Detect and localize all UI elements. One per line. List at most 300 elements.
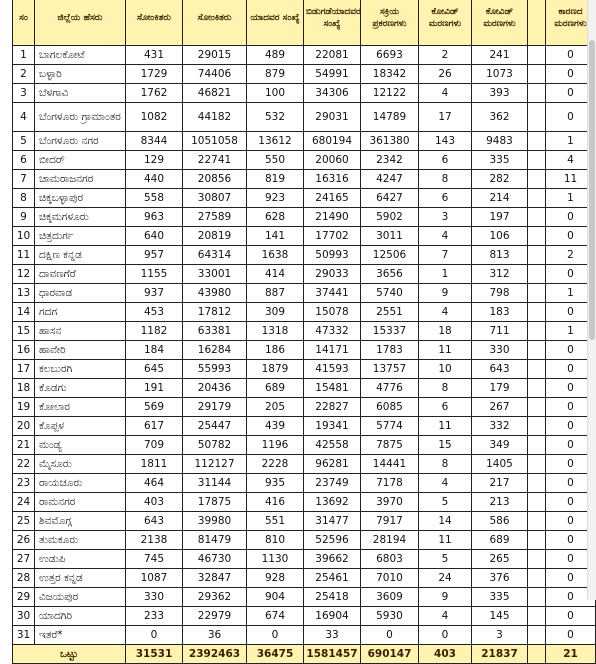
value-cell: 813 xyxy=(472,246,528,265)
column-header: ಸಕ್ರಿಯ ಪ್ರಕರಣಗಳು xyxy=(361,0,419,46)
value-cell: 74406 xyxy=(183,65,247,84)
table-row xyxy=(13,322,596,341)
district-name-cell: ಬೆಳಗಾವಿ xyxy=(35,84,126,103)
serial-number-cell: 17 xyxy=(13,360,35,379)
value-cell: 439 xyxy=(247,417,304,436)
value-cell: 11 xyxy=(419,341,472,360)
table-row xyxy=(13,626,596,645)
serial-number-cell: 30 xyxy=(13,607,35,626)
spacer-cell xyxy=(528,607,546,626)
total-value-cell: 21 xyxy=(546,645,596,664)
value-cell: 689 xyxy=(247,379,304,398)
table-row xyxy=(13,265,596,284)
spacer-cell xyxy=(528,208,546,227)
value-cell: 6693 xyxy=(361,46,419,65)
value-cell: 33001 xyxy=(183,265,247,284)
table-row xyxy=(13,132,596,151)
value-cell: 0 xyxy=(546,626,596,645)
serial-number-cell: 27 xyxy=(13,550,35,569)
value-cell: 1 xyxy=(546,132,596,151)
value-cell: 37441 xyxy=(304,284,361,303)
serial-number-cell: 8 xyxy=(13,189,35,208)
serial-number-cell: 5 xyxy=(13,132,35,151)
district-name-cell: ರಾಮನಗರ xyxy=(35,493,126,512)
value-cell: 0 xyxy=(546,303,596,322)
serial-number-cell: 28 xyxy=(13,569,35,588)
table-row xyxy=(13,189,596,208)
value-cell: 39662 xyxy=(304,550,361,569)
value-cell: 13612 xyxy=(247,132,304,151)
value-cell: 17812 xyxy=(183,303,247,322)
district-name-cell: ಇತರೆ* xyxy=(35,626,126,645)
value-cell: 0 xyxy=(546,588,596,607)
value-cell: 14789 xyxy=(361,103,419,132)
value-cell: 36 xyxy=(183,626,247,645)
value-cell: 330 xyxy=(126,588,183,607)
value-cell: 4247 xyxy=(361,170,419,189)
spacer-cell xyxy=(528,322,546,341)
value-cell: 349 xyxy=(472,436,528,455)
serial-number-cell: 2 xyxy=(13,65,35,84)
table-row xyxy=(13,65,596,84)
value-cell: 10 xyxy=(419,360,472,379)
value-cell: 335 xyxy=(472,588,528,607)
serial-number-cell: 9 xyxy=(13,208,35,227)
value-cell: 5902 xyxy=(361,208,419,227)
spacer-cell xyxy=(528,379,546,398)
value-cell: 680194 xyxy=(304,132,361,151)
value-cell: 15078 xyxy=(304,303,361,322)
value-cell: 0 xyxy=(247,626,304,645)
value-cell: 0 xyxy=(546,531,596,550)
value-cell: 0 xyxy=(546,607,596,626)
district-name-cell: ದಾವಣಗೆರೆ xyxy=(35,265,126,284)
value-cell: 100 xyxy=(247,84,304,103)
table-row xyxy=(13,417,596,436)
column-header: ಸೋಂಕಿತರು xyxy=(126,0,183,46)
value-cell: 0 xyxy=(546,398,596,417)
value-cell: 1087 xyxy=(126,569,183,588)
value-cell: 186 xyxy=(247,341,304,360)
value-cell: 4 xyxy=(419,474,472,493)
value-cell: 376 xyxy=(472,569,528,588)
value-cell: 643 xyxy=(472,360,528,379)
value-cell: 4 xyxy=(419,303,472,322)
column-header: ಬಿಡುಗಡೆಯಾದವರ ಸಂಖ್ಯೆ xyxy=(304,0,361,46)
value-cell: 47332 xyxy=(304,322,361,341)
value-cell: 312 xyxy=(472,265,528,284)
value-cell: 9483 xyxy=(472,132,528,151)
value-cell: 1 xyxy=(546,189,596,208)
value-cell: 332 xyxy=(472,417,528,436)
value-cell: 1783 xyxy=(361,341,419,360)
value-cell: 27589 xyxy=(183,208,247,227)
value-cell: 6085 xyxy=(361,398,419,417)
spacer-cell xyxy=(528,645,546,664)
spacer-cell xyxy=(528,360,546,379)
value-cell: 904 xyxy=(247,588,304,607)
value-cell: 25418 xyxy=(304,588,361,607)
spacer-cell xyxy=(528,246,546,265)
value-cell: 96281 xyxy=(304,455,361,474)
table-row xyxy=(13,512,596,531)
spacer-cell xyxy=(528,303,546,322)
value-cell: 4 xyxy=(419,227,472,246)
value-cell: 50782 xyxy=(183,436,247,455)
serial-number-cell: 11 xyxy=(13,246,35,265)
spacer-cell xyxy=(528,341,546,360)
value-cell: 14 xyxy=(419,512,472,531)
table-row xyxy=(13,303,596,322)
value-cell: 957 xyxy=(126,246,183,265)
vertical-scrollbar[interactable] xyxy=(587,0,596,600)
serial-number-cell: 6 xyxy=(13,151,35,170)
value-cell: 12506 xyxy=(361,246,419,265)
value-cell: 2138 xyxy=(126,531,183,550)
value-cell: 50993 xyxy=(304,246,361,265)
value-cell: 1182 xyxy=(126,322,183,341)
value-cell: 24165 xyxy=(304,189,361,208)
table-row xyxy=(13,398,596,417)
serial-number-cell: 23 xyxy=(13,474,35,493)
district-name-cell: ಬೀದರ್ xyxy=(35,151,126,170)
value-cell: 414 xyxy=(247,265,304,284)
value-cell: 2551 xyxy=(361,303,419,322)
spacer-cell xyxy=(528,151,546,170)
spacer-cell xyxy=(528,84,546,103)
value-cell: 43980 xyxy=(183,284,247,303)
value-cell: 5774 xyxy=(361,417,419,436)
value-cell: 8 xyxy=(419,170,472,189)
value-cell: 9 xyxy=(419,588,472,607)
value-cell: 28194 xyxy=(361,531,419,550)
district-covid-table xyxy=(12,0,596,664)
value-cell: 0 xyxy=(546,227,596,246)
value-cell: 923 xyxy=(247,189,304,208)
value-cell: 22081 xyxy=(304,46,361,65)
value-cell: 184 xyxy=(126,341,183,360)
value-cell: 645 xyxy=(126,360,183,379)
value-cell: 7 xyxy=(419,246,472,265)
spacer-cell xyxy=(528,569,546,588)
value-cell: 335 xyxy=(472,151,528,170)
spacer-cell xyxy=(528,493,546,512)
value-cell: 26 xyxy=(419,65,472,84)
value-cell: 1811 xyxy=(126,455,183,474)
totals-label: ಒಟ್ಟು xyxy=(13,645,126,664)
serial-number-cell: 4 xyxy=(13,103,35,132)
value-cell: 3656 xyxy=(361,265,419,284)
value-cell: 0 xyxy=(546,103,596,132)
value-cell: 628 xyxy=(247,208,304,227)
value-cell: 17 xyxy=(419,103,472,132)
value-cell: 183 xyxy=(472,303,528,322)
table-row xyxy=(13,360,596,379)
district-name-cell: ಉತ್ತರ ಕನ್ನಡ xyxy=(35,569,126,588)
value-cell: 1762 xyxy=(126,84,183,103)
total-value-cell: 31531 xyxy=(126,645,183,664)
serial-number-cell: 20 xyxy=(13,417,35,436)
serial-number-cell: 7 xyxy=(13,170,35,189)
value-cell: 265 xyxy=(472,550,528,569)
value-cell: 489 xyxy=(247,46,304,65)
column-header: ಸೋಂಕಿತರು xyxy=(183,0,247,46)
value-cell: 1879 xyxy=(247,360,304,379)
value-cell: 213 xyxy=(472,493,528,512)
value-cell: 6 xyxy=(419,189,472,208)
spacer-cell xyxy=(528,455,546,474)
table-row xyxy=(13,588,596,607)
value-cell: 29031 xyxy=(304,103,361,132)
value-cell: 7010 xyxy=(361,569,419,588)
value-cell: 64314 xyxy=(183,246,247,265)
spacer-cell xyxy=(528,398,546,417)
table-row xyxy=(13,531,596,550)
district-name-cell: ಗದಗ xyxy=(35,303,126,322)
value-cell: 143 xyxy=(419,132,472,151)
value-cell: 1 xyxy=(546,322,596,341)
value-cell: 4 xyxy=(419,607,472,626)
district-name-cell: ಮಂಡ್ಯ xyxy=(35,436,126,455)
district-name-cell: ಕೊಪ್ಪಳ xyxy=(35,417,126,436)
value-cell: 0 xyxy=(546,265,596,284)
value-cell: 0 xyxy=(546,65,596,84)
table-row xyxy=(13,455,596,474)
value-cell: 17702 xyxy=(304,227,361,246)
totals-row xyxy=(13,645,596,664)
spacer-cell xyxy=(528,531,546,550)
value-cell: 241 xyxy=(472,46,528,65)
value-cell: 39980 xyxy=(183,512,247,531)
column-header: ಕೋವಿಡ್ ಮರಣಗಳು xyxy=(419,0,472,46)
spacer-cell xyxy=(528,512,546,531)
value-cell: 23749 xyxy=(304,474,361,493)
value-cell: 2 xyxy=(546,246,596,265)
value-cell: 129 xyxy=(126,151,183,170)
value-cell: 25447 xyxy=(183,417,247,436)
value-cell: 1 xyxy=(419,265,472,284)
value-cell: 0 xyxy=(546,436,596,455)
value-cell: 7917 xyxy=(361,512,419,531)
district-name-cell: ಬೆಂಗಳೂರು ಗ್ರಾಮಾಂತರ xyxy=(35,103,126,132)
value-cell: 63381 xyxy=(183,322,247,341)
value-cell: 3970 xyxy=(361,493,419,512)
value-cell: 19341 xyxy=(304,417,361,436)
value-cell: 798 xyxy=(472,284,528,303)
value-cell: 11 xyxy=(419,531,472,550)
value-cell: 810 xyxy=(247,531,304,550)
value-cell: 0 xyxy=(419,626,472,645)
value-cell: 191 xyxy=(126,379,183,398)
value-cell: 233 xyxy=(126,607,183,626)
table-row xyxy=(13,208,596,227)
value-cell: 0 xyxy=(546,512,596,531)
value-cell: 569 xyxy=(126,398,183,417)
value-cell: 29033 xyxy=(304,265,361,284)
value-cell: 0 xyxy=(126,626,183,645)
value-cell: 3609 xyxy=(361,588,419,607)
value-cell: 32847 xyxy=(183,569,247,588)
table-row xyxy=(13,493,596,512)
serial-number-cell: 19 xyxy=(13,398,35,417)
value-cell: 20819 xyxy=(183,227,247,246)
value-cell: 34306 xyxy=(304,84,361,103)
value-cell: 0 xyxy=(546,379,596,398)
value-cell: 17875 xyxy=(183,493,247,512)
value-cell: 12122 xyxy=(361,84,419,103)
total-value-cell: 21837 xyxy=(472,645,528,664)
value-cell: 1318 xyxy=(247,322,304,341)
value-cell: 879 xyxy=(247,65,304,84)
district-name-cell: ದಕ್ಷಿಣ ಕನ್ನಡ xyxy=(35,246,126,265)
district-name-cell: ಚಿಕ್ಕಮಗಳೂರು xyxy=(35,208,126,227)
value-cell: 1729 xyxy=(126,65,183,84)
value-cell: 5 xyxy=(419,550,472,569)
value-cell: 54991 xyxy=(304,65,361,84)
district-name-cell: ಬಾಗಲಕೋಟೆ xyxy=(35,46,126,65)
table-row xyxy=(13,436,596,455)
district-name-cell: ವಿಜಯಪುರ xyxy=(35,588,126,607)
serial-number-cell: 29 xyxy=(13,588,35,607)
value-cell: 33 xyxy=(304,626,361,645)
value-cell: 416 xyxy=(247,493,304,512)
value-cell: 15 xyxy=(419,436,472,455)
district-name-cell: ಕೊಡಗು xyxy=(35,379,126,398)
value-cell: 6427 xyxy=(361,189,419,208)
value-cell: 22741 xyxy=(183,151,247,170)
value-cell: 16904 xyxy=(304,607,361,626)
value-cell: 11 xyxy=(546,170,596,189)
value-cell: 0 xyxy=(361,626,419,645)
value-cell: 4 xyxy=(419,84,472,103)
district-name-cell: ಬಳ್ಳಾರಿ xyxy=(35,65,126,84)
value-cell: 20856 xyxy=(183,170,247,189)
spacer-cell xyxy=(528,626,546,645)
district-name-cell: ಧಾರವಾಡ xyxy=(35,284,126,303)
value-cell: 689 xyxy=(472,531,528,550)
value-cell: 112127 xyxy=(183,455,247,474)
total-value-cell: 36475 xyxy=(247,645,304,664)
value-cell: 30807 xyxy=(183,189,247,208)
value-cell: 81479 xyxy=(183,531,247,550)
value-cell: 179 xyxy=(472,379,528,398)
value-cell: 106 xyxy=(472,227,528,246)
value-cell: 8 xyxy=(419,379,472,398)
table-row xyxy=(13,246,596,265)
value-cell: 2342 xyxy=(361,151,419,170)
district-name-cell: ಉಡುಪಿ xyxy=(35,550,126,569)
value-cell: 0 xyxy=(546,84,596,103)
value-cell: 309 xyxy=(247,303,304,322)
value-cell: 9 xyxy=(419,284,472,303)
total-value-cell: 403 xyxy=(419,645,472,664)
scrollbar-thumb[interactable] xyxy=(589,40,595,340)
district-name-cell: ಮೈಸೂರು xyxy=(35,455,126,474)
value-cell: 18 xyxy=(419,322,472,341)
district-name-cell: ಹಾಸನ xyxy=(35,322,126,341)
value-cell: 46730 xyxy=(183,550,247,569)
value-cell: 55993 xyxy=(183,360,247,379)
value-cell: 361380 xyxy=(361,132,419,151)
spacer-cell xyxy=(528,170,546,189)
table-row xyxy=(13,379,596,398)
value-cell: 6 xyxy=(419,398,472,417)
value-cell: 928 xyxy=(247,569,304,588)
value-cell: 18342 xyxy=(361,65,419,84)
serial-number-cell: 18 xyxy=(13,379,35,398)
value-cell: 937 xyxy=(126,284,183,303)
column-header: ಕೋವಿಡ್ ಮರಣಗಳು xyxy=(472,0,528,46)
serial-number-cell: 24 xyxy=(13,493,35,512)
district-name-cell: ಕಲಬುರಗಿ xyxy=(35,360,126,379)
table-row xyxy=(13,569,596,588)
value-cell: 640 xyxy=(126,227,183,246)
column-header: ಜಿಲ್ಲೆಯ ಹೆಸರು xyxy=(35,0,126,46)
value-cell: 141 xyxy=(247,227,304,246)
spacer-cell xyxy=(528,227,546,246)
value-cell: 5740 xyxy=(361,284,419,303)
value-cell: 1082 xyxy=(126,103,183,132)
value-cell: 711 xyxy=(472,322,528,341)
value-cell: 1 xyxy=(546,284,596,303)
value-cell: 52596 xyxy=(304,531,361,550)
table-row xyxy=(13,607,596,626)
spacer-cell xyxy=(528,46,546,65)
spacer-cell xyxy=(528,284,546,303)
value-cell: 282 xyxy=(472,170,528,189)
value-cell: 0 xyxy=(546,569,596,588)
total-value-cell: 2392463 xyxy=(183,645,247,664)
value-cell: 46821 xyxy=(183,84,247,103)
value-cell: 20060 xyxy=(304,151,361,170)
value-cell: 0 xyxy=(546,455,596,474)
value-cell: 3 xyxy=(419,208,472,227)
value-cell: 0 xyxy=(546,417,596,436)
value-cell: 819 xyxy=(247,170,304,189)
table-row xyxy=(13,151,596,170)
spacer-cell xyxy=(528,189,546,208)
value-cell: 11 xyxy=(419,417,472,436)
district-name-cell: ಯಾದಗಿರಿ xyxy=(35,607,126,626)
value-cell: 393 xyxy=(472,84,528,103)
spacer-cell xyxy=(528,65,546,84)
value-cell: 29362 xyxy=(183,588,247,607)
table-row xyxy=(13,341,596,360)
value-cell: 453 xyxy=(126,303,183,322)
serial-number-cell: 22 xyxy=(13,455,35,474)
value-cell: 1638 xyxy=(247,246,304,265)
value-cell: 7875 xyxy=(361,436,419,455)
value-cell: 2228 xyxy=(247,455,304,474)
value-cell: 5930 xyxy=(361,607,419,626)
table-row xyxy=(13,103,596,132)
value-cell: 6 xyxy=(419,151,472,170)
value-cell: 29015 xyxy=(183,46,247,65)
value-cell: 330 xyxy=(472,341,528,360)
value-cell: 6803 xyxy=(361,550,419,569)
serial-number-cell: 12 xyxy=(13,265,35,284)
value-cell: 1130 xyxy=(247,550,304,569)
value-cell: 0 xyxy=(546,360,596,379)
column-header xyxy=(528,0,546,46)
value-cell: 20436 xyxy=(183,379,247,398)
district-name-cell: ರಾಯಚೂರು xyxy=(35,474,126,493)
serial-number-cell: 3 xyxy=(13,84,35,103)
value-cell: 214 xyxy=(472,189,528,208)
value-cell: 5 xyxy=(419,493,472,512)
spacer-cell xyxy=(528,550,546,569)
value-cell: 13692 xyxy=(304,493,361,512)
